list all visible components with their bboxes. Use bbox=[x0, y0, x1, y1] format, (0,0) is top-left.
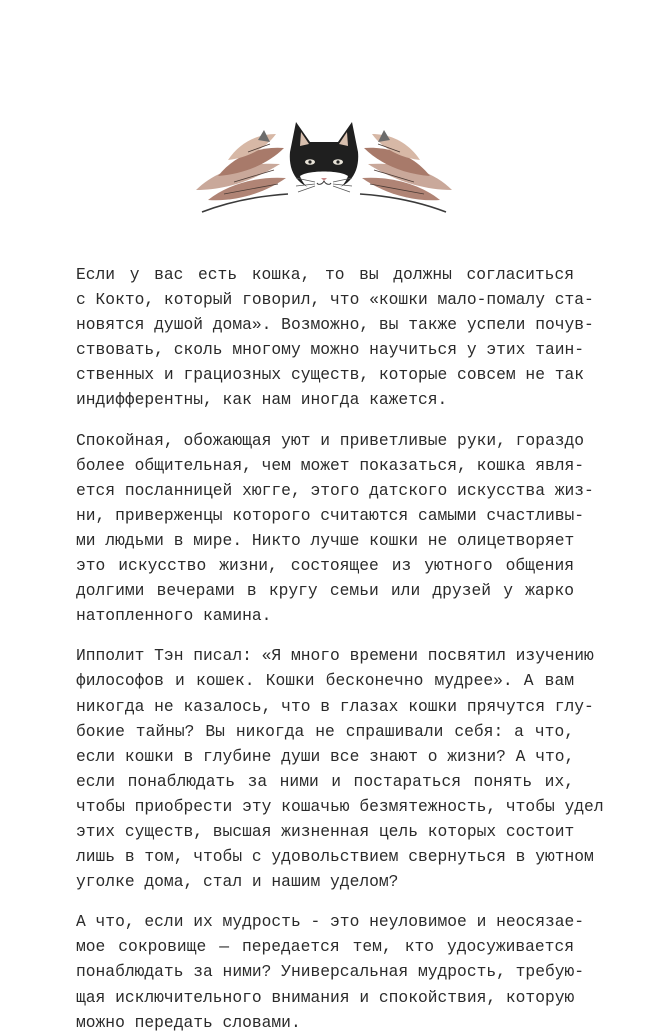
text-line: новятся душой дома». Возможно, вы также успели почув- bbox=[76, 315, 594, 335]
text-line: никогда не казалось, что в глазах кошки прячутся глу- bbox=[76, 696, 594, 716]
text-line: если кошки в глубине души все знают о жизни? А что, bbox=[76, 746, 575, 766]
text-line: лишь в том, чтобы с удовольствием свернуться в уютном bbox=[76, 847, 594, 867]
text-line: долгими вечерами в кругу семьи или друзей у жарко bbox=[76, 581, 574, 601]
text-line: с Кокто, который говорил, что «кошки мало-помалу ста- bbox=[76, 290, 594, 310]
text-line: мое сокровище — передается тем, кто удосуживается bbox=[76, 937, 574, 957]
text-line: чтобы приобрести эту кошачью безмятежность, чтобы удел bbox=[76, 796, 604, 816]
text-line: ется посланницей хюгге, этого датского искусства жиз- bbox=[76, 480, 594, 500]
text-line: натопленного камина. bbox=[76, 606, 272, 626]
right-leaves-illustration bbox=[360, 130, 452, 212]
text-line: ни, приверженцы которого считаются самыми счастливы- bbox=[76, 505, 585, 525]
paragraph bbox=[76, 909, 585, 1034]
cat-face-illustration bbox=[290, 122, 358, 192]
paragraph bbox=[76, 643, 604, 894]
text-line: ми людьми в мире. Никто лучше кошки не олицетворяет bbox=[76, 530, 575, 550]
text-line: индифферентны, как нам иногда кажется. bbox=[76, 390, 448, 410]
cat-face-with-leaves-icon bbox=[188, 112, 460, 222]
text-line: ственных и грациозных существ, которые совсем не так bbox=[76, 365, 585, 385]
text-line: щая исключительного внимания и спокойствия, которую bbox=[76, 987, 575, 1007]
text-line: А что, если их мудрость - это неуловимое и неосязае- bbox=[76, 912, 585, 932]
text-line: уголке дома, стал и нашим уделом? bbox=[76, 872, 399, 892]
text-line: если понаблюдать за ними и постараться понять их, bbox=[76, 771, 574, 791]
text-line: можно передать словами. bbox=[76, 1012, 301, 1032]
text-line: философов и кошек. Кошки бесконечно мудрее». А вам bbox=[76, 671, 574, 691]
paragraph bbox=[76, 262, 594, 413]
text-line: Спокойная, обожающая уют и приветливые руки, гораздо bbox=[76, 430, 585, 450]
text-line: этих существ, высшая жизненная цель которых состоит bbox=[76, 821, 575, 841]
text-line: понаблюдать за ними? Универсальная мудрость, требую- bbox=[76, 962, 585, 982]
text-line: бокие тайны? Вы никогда не спрашивали себя: а что, bbox=[76, 721, 574, 741]
left-leaves-illustration bbox=[196, 130, 288, 212]
text-line: ствовать, сколь многому можно научиться у этих таин- bbox=[76, 340, 585, 360]
body-text bbox=[76, 262, 604, 1035]
text-line: Если у вас есть кошка, то вы должны согласиться bbox=[76, 265, 574, 284]
paragraph bbox=[76, 428, 594, 629]
text-line: Ипполит Тэн писал: «Я много времени посвятил изучению bbox=[76, 646, 594, 666]
text-line: более общительная, чем может показаться, кошка явля- bbox=[76, 455, 585, 475]
text-line: это искусство жизни, состоящее из уютного общения bbox=[76, 556, 574, 576]
